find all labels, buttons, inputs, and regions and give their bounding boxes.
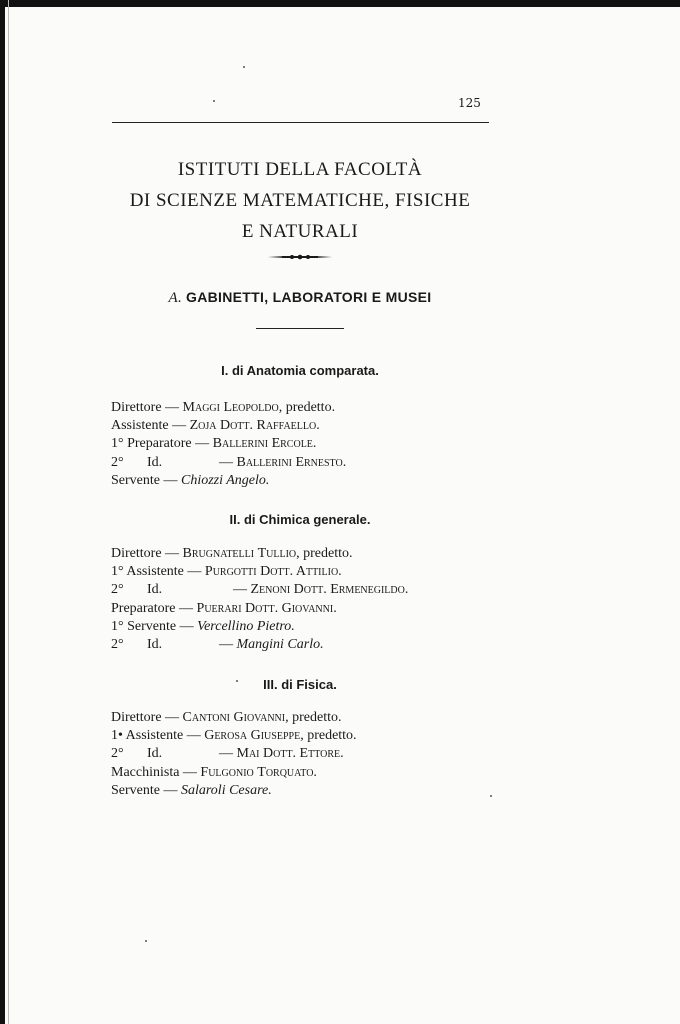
staff-row: 2° Id. — Zenoni Dott. Ermenegildo. xyxy=(111,582,409,598)
staff-row: Macchinista — Fulgonio Torquato. xyxy=(111,764,317,780)
page-title xyxy=(100,154,500,247)
staff-row: Servente — Chiozzi Angelo. xyxy=(111,472,270,488)
staff-row: 2° Id. — Mai Dott. Ettore. xyxy=(111,746,344,762)
staff-row: Servente — Salaroli Cesare. xyxy=(111,782,272,798)
staff-row: 1° Servente — Vercellino Pietro. xyxy=(111,618,295,634)
title-line-1: ISTITUTI DELLA FACOLTÀ xyxy=(177,159,423,180)
scan-speck xyxy=(236,680,238,682)
ornament-divider xyxy=(268,254,332,260)
scan-speck xyxy=(243,66,245,68)
scan-speck xyxy=(490,795,492,797)
staff-list-anatomia xyxy=(111,399,346,490)
staff-row: 2° Id. — Ballerini Ernesto. xyxy=(111,454,347,470)
staff-row: 1• Assistente — Gerosa Giuseppe, predetto. xyxy=(111,728,357,744)
page-number: 125 xyxy=(458,96,481,110)
staff-list-fisica xyxy=(111,709,357,800)
scan-left-border xyxy=(0,0,5,1024)
staff-row: Assistente — Zoja Dott. Raffaello. xyxy=(111,418,320,434)
title-line-3: E NATURALI xyxy=(241,221,359,242)
scan-speck xyxy=(213,100,215,102)
staff-row: 1° Preparatore — Ballerini Ercole. xyxy=(111,436,317,452)
section-rule xyxy=(256,328,344,329)
staff-row: 1° Assistente — Purgotti Dott. Attilio. xyxy=(111,564,342,580)
scan-speck xyxy=(145,940,147,942)
institute-heading-chimica: II. di Chimica generale. xyxy=(229,512,371,527)
staff-row: 2° Id. — Mangini Carlo. xyxy=(111,636,324,652)
header-rule xyxy=(112,122,489,123)
staff-row: Direttore — Maggi Leopoldo, predetto. xyxy=(111,400,336,415)
staff-list-chimica xyxy=(111,545,408,654)
institute-heading-anatomia: I. di Anatomia comparata. xyxy=(221,363,379,378)
title-line-2: DI SCIENZE MATEMATICHE, FISICHE xyxy=(129,190,471,211)
section-letter: A. xyxy=(168,290,183,306)
scan-top-border xyxy=(0,0,680,7)
institute-heading-fisica: III. di Fisica. xyxy=(263,677,337,692)
staff-row: Preparatore — Puerari Dott. Giovanni. xyxy=(111,600,337,616)
section-heading xyxy=(100,289,500,307)
scan-left-edge-line xyxy=(8,0,9,1024)
section-title: GABINETTI, LABORATORI E MUSEI xyxy=(186,289,432,305)
staff-row: Direttore — Brugnatelli Tullio, predetto. xyxy=(111,546,353,561)
staff-row: Direttore — Cantoni Giovanni, predetto. xyxy=(111,710,342,725)
